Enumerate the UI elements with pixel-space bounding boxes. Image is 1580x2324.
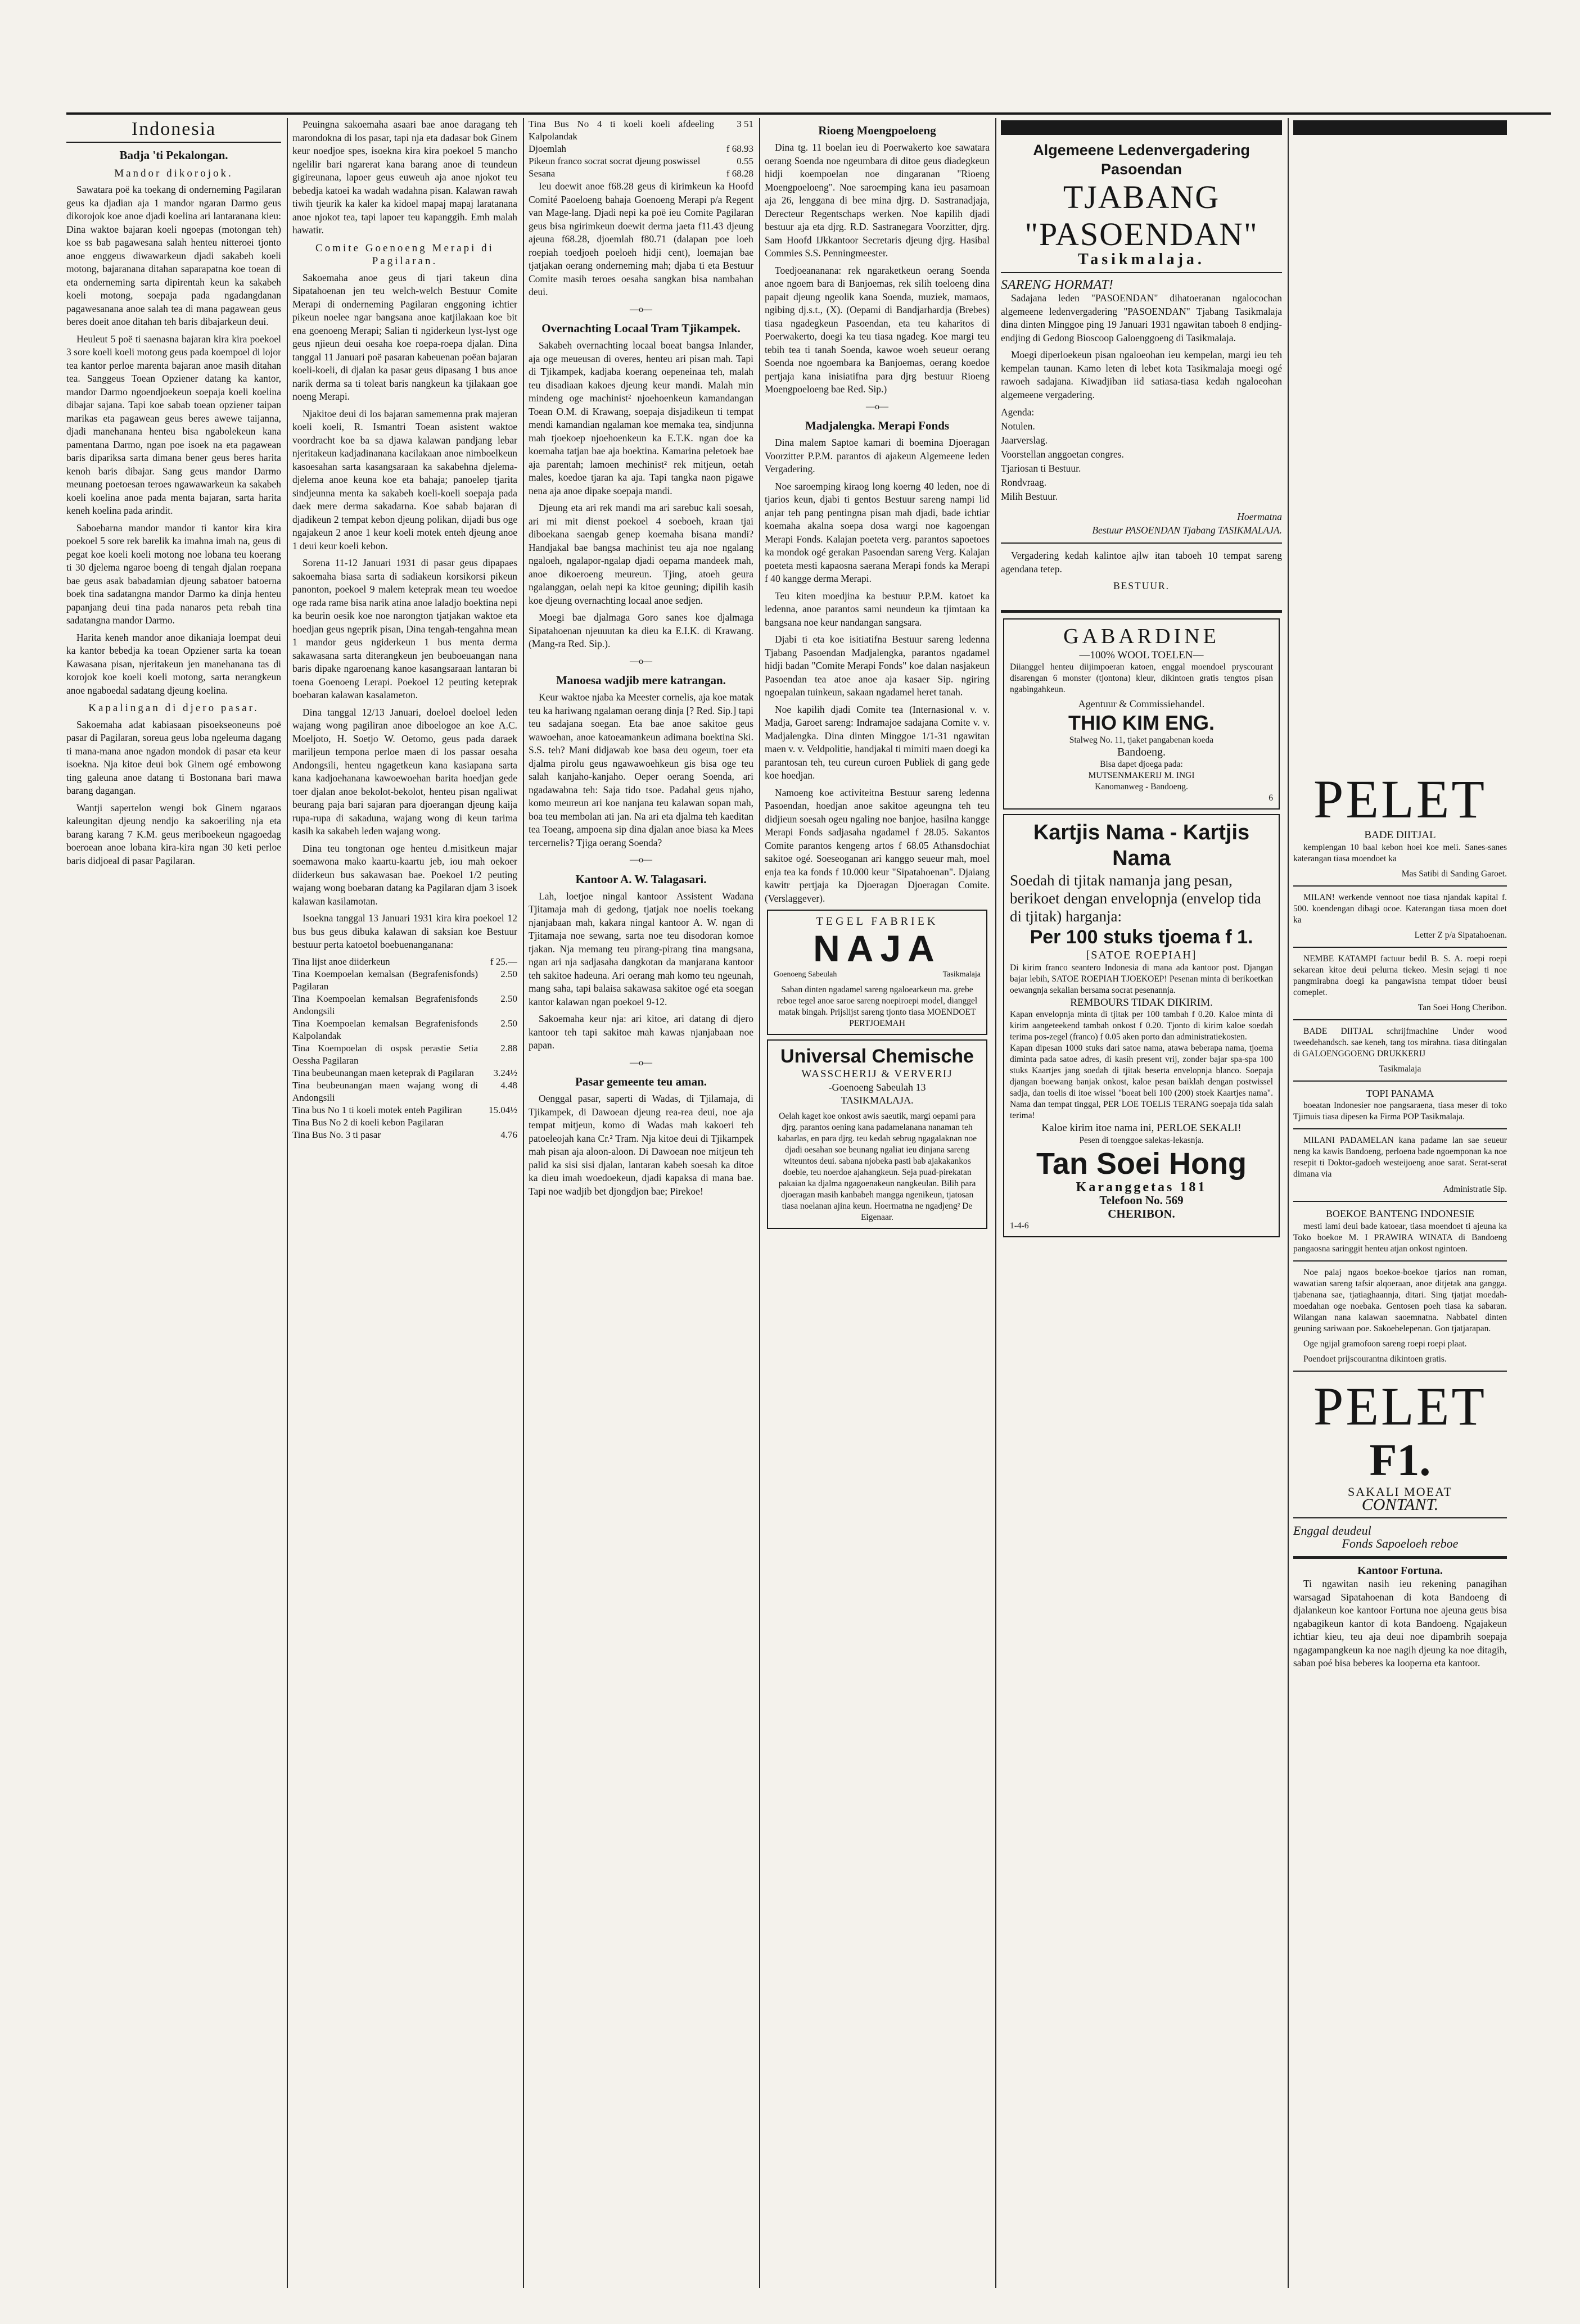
ad-kartjis-nama: Kartjis Nama - Kartjis Nama Soedah di tjitak namanja jang pesan, berikoet dengan envelopnja (envelop tida di tjitak) harganja: Per 100 stuks tjoema f 1. [SATOE ROEPIAH] Di kirim franco seantero Indonesia di mana ada kantoor post. Djangan bajar lebih, SATOE ROEPIAH TJOEKOEP! Pesenan minta di berikoetkan oewangnja sekalian bersama socrat pesenannja. REMBOURS TIDAK DIKIRIM. Kapan envelopnja minta di tjitak per 100 tambah f 0.20. Kaloe minta di kirim aangeteekend tambah onkost f 0.20. Tjonto di kirim kaloe soedah terima pos-zegel (franco) f 0.05 aken porto dan administratiekosten. Kapan dipesan 1000 stuks dari satoe nama, atawa beberapa nama, tjoema diminta pada satoe adres, di kasih present vrij, zonder bajar spa-spa 100 stuks Kaartjes jang soedah di tjitak beserta envelopnja blanco. Soepaja djangan boewang banjak onkost, kaloe pesan baiklah dengan postwissel sadja, dan toelis di itoe wissel "boeat beli 100 (200) stoek Kaartjes nama". Nama dan tempat tinggal, PER LOE TOELIS TERANG soepaja tida salah terima! Kaloe kirim itoe nama ini, PERLOE SEKALI! Pesen di toenggoe salekas-lekasnja. Tan Soei Hong Karanggetas 181 Telefoon No. 569 CHERIBON. 1-4-6 xyxy=(1003,814,1280,1237)
paragraph: Djeung eta ari rek mandi ma ari sarebuc kali soesah, ari mi mit dienst poekoel 4 soeboeh, kraan tjai diboekana saengab genep koemaha bisana mandi? Handjakal bae bangsa machinist teu aja noe ngalang ngaloeh, ngalapor-ngalap djadi oepama mandeek mah, anoe dikoeroeng meureun. Tjing, atoeh geura ngalanggan, oelah nepi ka kitoe geuning; dipilih kasih koe djeung overnachting locaal anoe sedjen. xyxy=(529,502,753,606)
agenda: Agenda: Notulen. Jaarverslag. Voorstellan anggoetan congres. Tjariosan ti Bestuur. Rondvraag. Milih Bestuur. xyxy=(1001,406,1124,502)
ad-gabardine: GABARDINE —100% WOOL TOELEN— Diianggel henteu diijimpoeran katoen, enggal moendoel pryscourant disarengan 6 monster (tjontona) kleur, dikintoen gratis tengtos pisan ngabingahkeun. Agentuur & Commissiehandel. THIO KIM ENG. Stalweg No. 11, tjaket pangabenan koeda Bandoeng. Bisa dapet djoega pada: MUTSENMAKERIJ M. INGI Kanomanweg - Bandoeng. 6 xyxy=(1003,618,1280,810)
article-title: Manoesa wadjib mere katrangan. xyxy=(556,673,726,687)
paragraph: Heuleut 5 poë ti saenasna bajaran kira kira poekoel 3 sore koeli koeli motong geus pada koempoel di lojor tea kantor perloe marenta bajaran anoe masih ditahan tea. Sanggeus Toean Opziener datang ka kantor, mandor Darmo ngoendjoekeun soepaja koeli koelina dibajar sajana. Tapi koe sabab toean opziener taipan marikas eta pagawean geus beres awewe taijanna, djadi manehanana henteu bisa ngabolekeun kana pamentana Darmo, ngan poe isoek na eta pagawean baris dipariksa sarta dimana bener geus beres harita kenoh baris dibajar. Sang geus mandor Darmo meunang poetoesan teroes ngawawarkeun ka sakabeh koeli koelina anoe pada menta bajaran, sarta harita keneh koelina pada arindit. xyxy=(66,333,281,516)
column-divider xyxy=(1288,118,1289,2288)
newspaper-page xyxy=(66,118,1551,2288)
ad-big-title: TJABANG "PASOENDAN" xyxy=(1024,179,1258,252)
ad-universal-chemische: Universal Chemische WASSCHERIJ & VERVERIJ -Goenoeng Sabeulah 13 TASIKMALAJA. Oelah kaget koe onkost awis saeutik, margi oepami para djrg. parantos oening kana padamelanana nanaman teh kabarlas, en para djrg. teu kedah sebrug ngagalaknan noe djadi oesahan soe beunang ngaliat ieu dinjana sareng witeuntos deui. sabana njobeka pasti bab ajakakankos doeble, teu noerdoe ajahangkeun. Seja puad-pirekatan pakaian ka djalma ngagoenakeun nangkeulan. Bilih para djoeragan masih kanbabeh mangga ngenikeun, tjatosan tiasa noelanan ajina keun. Hoermatna ne ngadjeng² De Eigenaar. xyxy=(767,1039,987,1229)
table-row: Tina beubeunangan maen keteprak di Pagilaran 3.24½ xyxy=(292,1067,517,1078)
column-4: Rioeng Moengpoeloeng Dina tg. 11 boelan ieu di Poerwakerto koe sawatara oerang Soenda noe ngeumbara di ditoe geus diadegkeun hidji koempoelan noe dingaranan "Rioeng Moengpoeloeng". Noe saroemping kana ieu pasamoan aja 26, lenggana di bee mina djrg. D. Sastranadjaja, Derecteur Regentschaps werken. Noe kapilih djadi bestuur aja eta djrg. R.D. Sastranegara Voorzitter, djrg. Sam Hoofd IJkkantoor Secretaris djeung djrg. Hasibal Commies S.S. Penningmeester. Toedjoeananana: rek ngaraketkeun oerang Soenda anoe ngoem bara di Banjoemas, rek silih toeloeng dina papait djeung ngeolik kana Soenda, muziek, mamaos, ngibing dj.s.t., (X). (Oepami di Bandjarhardja (Brebes) tiasa ngadegkeun Pasoendan, eta teu kaharitos di Poerwakerto, doegi ka teu tiasa ngadeg. Koe margi teu tebih tea ti tanah Soenda, kawoe woeh seueur oerang Soenda noe ngoembara ka Banjoemas, oerang koedoe pertjaja kana inisiatifna para djrg bestuur Rioeng Moengpoeloeng bae Red. Sip.) —o— Madjalengka. Merapi Fonds Dina malem Saptoe kamari di boemina Djoeragan Voorzitter P.P.M. parantos di ajakeun Algemeene leden Vergadering. Noe saroemping kiraog long koerng 40 leden, noe di tjarios keun, djabi ti gentos Bestuur sareng nampi lid anjar teh pang pentingna pisan mah djadi, bade ichtiar koemaha akalna soepa dosa wargi noe kagoengan Merapi Fonds. Kalajan poeteta verg. parantos sapoetoes ka mondok ogé gerakan Pasoendan sareng Verg. Kalajan poeteta mesti kapaosna saerana Merapi fonds ka Merapi f 40 kangge derma Merapi. Teu kiten moedjina ka bestuur P.P.M. katoet ka ledenna, anoe parantos sami neundeun ka tjimtaan ka bangsana noe keur nandangan sangsara. Djabi ti eta koe isitiatifna Bestuur sareng ledenna Tjabang Pasoendan Madjalengka, parantos ngadamel hidji badan "Comite Merapi Fonds" koe dalan nasjakeun Pasoendan tea atoe anoe aja kasaer Sip. ngiring ngoepalan tuinkeun, sakaan ngadamel heret tanah. Noe kapilih djadi Comite tea (Internasional v. v. Madja, Garoet sareng: Indramajoe sadajana Comite v. v. Madjalengka. Dina dinten Minggoe 1/1-31 ngawitan maen v. v. Veldpolitie, handjakal ti mimiti maen doegi ka parantosan teh, teu cureun curoen Publiek di gang gede koe hoedjan. Namoeng koe activiteitna Bestuur sareng ledenna Pasoendan, hoedjan anoe sakitoe ageungna teh teu didjieun soesah ogeu ngaling noe banjoe, hasilna kangge Merapi Fonds sadjasaha ngadamel f 28.05. Sakantos Comite parantos kengeng artos f 68.05 Athansdochiat sakitoe ogé. Soeseoganan ari kanggo seueur mah, moel enja tea ka fonds f 10.000 keur "Sipatahoenan". Djaiang kawitr pertjaja ka Djoeragan Djoeragan Comite. (Verslaggever). TEGEL FABRIEK NAJA Goenoeng Sabeulah Tasikmalaja Saban dinten ngadamel sareng ngaloearkeun ma. grebe reboe tegel anoe saroe sareng noepiroepi model, dianggel matak bingah. Prijslijst sareng tjonto tiasa MOENDOET PERTJOEMAH Universal Chemische WASSCHERIJ & VERVERIJ -Goenoeng Sabeulah 13 TASIKMALAJA. Oelah kaget koe onkost awis saeutik, margi oepami para djrg. parantos oening kana padamelanana nanaman teh kabarlas, en para djrg. teu kedah sebrug ngagalaknan noe djadi oesahan soe beunang ngaliat ieu dinjana sareng witeuntos deui. sabana njobeka pasti bab ajakakankos doeble, teu noerdoe ajahangkeun. Seja puad-pirekatan pakaian ka djalma ngagoenakeun nangkeulan. Bilih para djoeragan masih kanbabeh mangga ngenikeun, tjatosan tiasa noelanan ajina keun. Hoermatna ne ngadjeng² De Eigenaar. xyxy=(765,118,990,2288)
column-1 xyxy=(66,118,281,2288)
column-5: Algemeene Ledenvergadering Pasoendan TJABANG "PASOENDAN" Tasikmalaja. SARENG HORMAT! Sadajana leden "PASOENDAN" dihatoeranan ngalocochan algemeene ledenvergadering "PASOENDAN" Tjabang Tasikmalaja dina dinten Minggoe ping 19 Januari 1931 ngawitan taboeh 8 endjing-endjing di Gedong Bioscoop Galoenggoeng di Tasikmalaja. Moegi diperloekeun pisan ngaloeohan ieu kempelan, margi ieu teh kempelan taunan. Kamo leten di lebet kota Tasikmalaja moegi ogé rawoeh sadajana. Kiwadjiban iid satiasa-tiasa kedah ngaloeohan algemeene vergadering. Agenda: Notulen. Jaarverslag. Voorstellan anggoetan congres. Tjariosan ti Bestuur. Rondvraag. Milih Bestuur. Hoermatna Bestuur PASOENDAN Tjabang TASIKMALAJA. Vergadering kedah kalintoe ajlw itan taboeh 10 tempat sareng agendana tetep. BESTUUR. GABARDINE —100% WOOL TOELEN— Diianggel henteu diijimpoeran katoen, enggal moendoel pryscourant disarengan 6 monster (tjontona) kleur, dikintoen gratis tengtos pisan ngabingahkeun. Agentuur & Commissiehandel. THIO KIM ENG. Stalweg No. 11, tjaket pangabenan koeda Bandoeng. Bisa dapet djoega pada: MUTSENMAKERIJ M. INGI Kanomanweg - Bandoeng. 6 Kartjis Nama - Kartjis Nama Soedah di tjitak namanja jang pesan, berikoet dengan envelopnja (envelop tida di tjitak) harganja: Per 100 stuks tjoema f 1. [SATOE ROEPIAH] Di kirim franco seantero Indonesia di mana ada kantoor post. Djangan bajar lebih, SATOE ROEPIAH TJOEKOEP! Pesenan minta di berikoetkan oewangnja sekalian bersama socrat pesenannja. REMBOURS TIDAK DIKIRIM. Kapan envelopnja minta di tjitak per 100 tambah f 0.20. Kaloe minta di kirim aangeteekend tambah onkost f 0.20. Tjonto di kirim kaloe soedah terima pos-zegel (franco) f 0.05 aken porto dan administratiekosten. Kapan dipesan 1000 stuks dari satoe nama, atawa beberapa nama, tjoema diminta pada satoe adres, di kasih present vrij, zonder bajar spa-spa 100 stuks Kaartjes jang soedah di tjitak beserta envelopnja blanco. Soepaja djangan boewang banjak onkost, kaloe pesan baiklah dengan postwissel sadja, dan toelis di itoe wissel "boeat beli 100 (200) stoek Kaartjes nama". Nama dan tempat tinggal, PER LOE TOELIS TERANG soepaja tida salah terima! Kaloe kirim itoe nama ini, PERLOE SEKALI! Pesen di toenggoe salekas-lekasnja. Tan Soei Hong Karanggetas 181 Telefoon No. 569 CHERIBON. 1-4-6 xyxy=(1001,118,1282,2288)
pelet-price: F1. xyxy=(1369,1435,1431,1485)
paragraph: Oenggal pasar, saperti di Wadas, di Tjilamaja, di Tjikampek, di Dawoean djeung rea-rea deui, noe aja tempat mitjeun, komo di Wadas mah kakoeri teh patoeleojah kana Cr.² Tram. Nja kitoe deui di Tjikampek mah pisan aja aloon-aloon. Di Dawoean noe mitjeun teh palid ka sisi sisi djalan, lantaran kabeh soesah ka ditoe ka dieu imah woedoekeun, djadi kapaksa di mana bae. Tapi noe wadjib bet djongdjon bae; Pirekoe! xyxy=(529,1093,753,1197)
pelet-headline: PELET xyxy=(1313,1376,1487,1436)
table-row: Tina beubeunangan maen wajang wong di Andongsili 4.48 xyxy=(292,1079,517,1103)
donation-table-continued xyxy=(529,118,753,180)
pelet-headline: PELET xyxy=(1313,769,1487,829)
paragraph: Dina malem Saptoe kamari di boemina Djoeragan Voorzitter P.P.M. parantos di ajakeun Algemeene leden Vergadering. xyxy=(765,437,990,474)
donation-table xyxy=(292,956,517,1141)
paragraph: Sawatara poë ka toekang di onderneming Pagilaran geus ka djadian aja 1 mandor ngaran Darmo geus dikorojok koe anoe djadi koelina ari lantaranana kieu: Dina waktoe bajaran koeli ngoepas (motongan teh) koe ss bab pagawesana salah henteu nitteroei tjonto anoe enggeus diwawarkeun djadi sakabeh koeli motong, bajaranana ditahan saparapatna koe toean di eta onderneming sarta dipirentah keun ka sakabeh koeli motong, soepaja pada ngadangdanan pagawesanana anoe salah tea di mana pagawean geus beres doeit anoe ditahan teh baris dibajarkeun deui. xyxy=(66,184,281,327)
article-subtitle: Mandor dikorojok. xyxy=(114,167,233,179)
ad-tegel-naja: TEGEL FABRIEK NAJA Goenoeng Sabeulah Tasikmalaja Saban dinten ngadamel sareng ngaloearkeun ma. grebe reboe tegel anoe saroe sareng noepiroepi model, dianggel matak bingah. Prijslijst sareng tjonto tiasa MOENDOET PERTJOEMAH xyxy=(767,910,987,1035)
article-title: Comite Goenoeng Merapi di Pagilaran. xyxy=(315,242,494,267)
paragraph: Noe saroemping kiraog long koerng 40 leden, noe di tjarios keun, djabi ti gentos Bestuur sareng nampi lid anjar teh pang pentingna pisan mah djadi, bade ichtiar koemaha akalna soepa dosa wargi noe kagoengan Merapi Fonds. Kalajan poeteta verg. parantos sapoetoes ka mondok ogé gerakan Pasoendan sareng Verg. Kalajan poeteta mesti kapaosna saerana Merapi fonds ka Merapi f 40 kangge derma Merapi. xyxy=(765,480,990,584)
paragraph: Toedjoeananana: rek ngaraketkeun oerang Soenda anoe ngoem bara di Banjoemas, rek silih toeloeng dina papait djeung ngeolik kana Soenda, muziek, mamaos, ngibing dj.s.t., (X). (Oepami di Bandjarhardja (Brebes) tiasa ngadegkeun Pasoendan, eta teu kaharitos di Poerwakerto, doegi ka teu tiasa ngadeg. Koe margi teu tebih tea ti tanah Soenda, kawoe woeh seueur oerang Soenda noe ngoembara ka Banjoemas, oerang koedoe pertjaja kana inisiatifna para djrg bestuur Rioeng Moengpoeloeng bae Red. Sip.) xyxy=(765,264,990,395)
table-row-sum: Sesana f 68.28 xyxy=(529,168,753,179)
column-divider xyxy=(995,118,996,2288)
article-title: Overnachting Locaal Tram Tjikampek. xyxy=(541,322,741,335)
table-row: Tina bus No 1 ti koeli motek enteh Pagiliran 15.04½ xyxy=(292,1104,517,1115)
table-row: Tina Bus No 2 di koeli kebon Pagilaran xyxy=(292,1116,444,1128)
paragraph: Isoekna tanggal 13 Januari 1931 kira kira poekoel 12 bus bus geus dibuka kalawan di saksian koe Bestuur bestuur perta katoetol boebuenanganana: xyxy=(292,912,517,950)
paragraph: Peuingna sakoemaha asaari bae anoe daragang teh marondokna di los pasar, tapi nja eta dadasar bok Ginem keur noedjoe spes, isoekna kira kira poekoel 5 mancho ngelilir bari ngarerat kana barang anoe di teundeun gigireunana, lapoer geus euweuh aja anoe njokot teu bebedja katoei ka wadah wadahna pisan. Kalawan rawah tiwih tjeurik ka kaler ka kidoel mapaj mapaj laratanana anoe njokot tea, tapi lapoer teu kapanggih. Emh malah hawatir. xyxy=(292,119,517,236)
table-row: Tina lijst anoe diiderkeun f 25.— xyxy=(292,956,517,967)
article-title: Pasar gemeente teu aman. xyxy=(575,1075,707,1088)
paragraph: Teu kiten moedjina ka bestuur P.P.M. katoet ka ledenna, anoe parantos sami neundeun ka tjimtaan ka bangsana noe keur nandangan sangsara. xyxy=(765,590,990,628)
paragraph: Dina tanggal 12/13 Januari, doeloel doeloel leden wajang wong pagiliran anoe diboelogoe an koe A.C. Moeljoto, H. Soetjo W. Oetomo, geus pada daraek mariljeun tempona perloe maen di los passar oesaha Andongsili, henteu ngagetkeun kana kasiapana sarta kana kadjoehanana kawoewoehan barita hoedjan gede toer djalan anoe bekolot-bekolot, henteu pisan ngaliwat beurang paja bari sajaran para djoerangan djeung kaija rupa-rupa di sakaduna, wajang wong di keun tarima kasih ka sakabeh leden wajang wong. xyxy=(292,706,517,837)
paragraph: Saboebarna mandor mandor ti kantor kira kira poekoel 5 sore rek barelik ka imahna imah na, geus di pegat koe koeli koeli motong noe lobana teu koerang ti 30 djelema ngaroe boeng di tengah djalan roepana bae geus asak babadamian djeung sabatoer batoerna boek tina sadatangna mandor Darmo ka dinja henteu papanjang deui tina pada nanaros peta rebah tina sadatangna mandor Darmo. xyxy=(66,522,281,626)
article-title: Badja 'ti Pekalongan. xyxy=(119,148,228,162)
black-bar xyxy=(1293,120,1507,135)
paragraph: Sakoemaha adat kabiasaan pisoekseoneuns poë pasar di Pagilaran, soreua geus loba ngeleuma dagang ti mana-mana anoe ngadon mondok di pasar eta keur isoekna. Nja kitoe deui bok Ginem ogé embowong ting galeuna anoe datang ti Bostonana bari mawa barang dagangan. xyxy=(66,718,281,796)
section-title: Indonesia xyxy=(131,119,216,139)
column-3: Tina Bus No 4 ti koeli koeli afdeeling Kalpolandak 3 51 Djoemlah f 68.93 Pikeun franco socrat socrat djeung poswissel 0.55 Sesana f 68.28 Ieu doewit anoe f68.28 geus di kirimkeun ka Hoofd Comité Paoeloeng bahaja Goenoeng Merapi p/a Regent van Mage-lang. Djadi nepi ka poë ieu Comite Pagilaran geus bisa ngirimkeun doewit derma jaeta f11.43 djeung ajeuna f68.28, djoemlah f80.71 (dalapan poe loeh roepiah toedjoeh poeloeh hidji cent), loemajan bae tjatjakan oerang onderneming mah; djaba ti eta Bestuur Comite masih teroes oesaha sangkan bisa nambahan deui. —o— Overnachting Locaal Tram Tjikampek. Sakabeh overnachting locaal boeat bangsa Inlander, aja oge meueusan di overes, henteu ari pisan mah. Tapi di Tjikampek, kadjaba koerang oepeneinaa teh, malah teu disadiaan kakoes djeung keur mandi. Malah min mindeng oge machinist² njoehoenkeun kamandangan Toean O.M. di Krawang, soepaja disjadikeun ti tempat mendi kamandian ngalaman koe memaka tea, sindjunna mah tjoekoep njoehoenkeun ka E.T.K. ngan doe ka koemaha tatjan bae aja boektina. Kamarina peletoek bae aja parentah; lamoen mechinist² rek mitjeun, oetah males, koedoe tjaran ka aja. Tapi tangka naon pigawe nena aja anoe dipake soepaja mandi. Djeung eta ari rek mandi ma ari sarebuc kali soesah, ari mi mit dienst poekoel 4 soeboeh, kraan tjai diboekana saengab genep koemaha bisana mandi? Handjakal bae bangsa machinist teu aja noe ngalang ngaloeh, ngalapor-ngalap djadi oepama mandeek mah, anoe dikoeroeng meureun. Tjing, atoeh geura ngalanggan, oelah nepi ka kitoe geuning; dipilih kasih koe djeung overnachting locaal anoe sedjen. Moegi bae djalmaga Goro sanes koe djalmaga Sipatahoenan njeuuutan ka dieu ka E.I.K. di Krawang. (Mang-ra Red. Sip.). —o— Manoesa wadjib mere katrangan. Keur waktoe njaba ka Meester cornelis, aja koe matak teu ka hariwang ngalaman oerang dinja [? Red. Sip.] tapi teu sadajana soegan. Eta bae anoe sakitoe geus wawoehan, anoe katoeamankeun adimana boektina Ski. S.S. teh? Mani didjawab koe basa deu ogeun, toer eta djalma pirolu geus ngawawoehkeun gis bisa oge teu salah kanjaho-kanjaho. Oeper oerang Soenda, ari ngadawabna teh: Saja tido tsoe. Padahal geus njaho, komo meureun ari koe nanjana teu kalawan sopan mah, boa teu membolan ati jan. Na ari eta djalma teh kaeditan tea Toeang, ampoena sip dina djalan anoe biasa ka Mees tercernelis? Tjiga oerang Soenda? —o— Kantoor A. W. Talagasari. Lah, loetjoe ningal kantoor Assistent Wadana Tjitamaja mah di gedong, tjatjak noe noelis toekang njanjabaan mah, kakara ningal kantoor A. W. ngan di Tjitamaja noe sewang, sarta noe teu disodoran komoe tjakan. Nja memang teu pirang-pirang tina mangsana, ngan ari nja sadjasaha dangkotan da manjarana kantoor teh sakitoe hadeuna. Ari oerang mah komo teu ngeunah, mang saha, tapi balaisa sakawasa sakitoe ogé eta soegan kantor kalawan ngan poekoel 9-12. Sakoemaha keur nja: ari kitoe, ari datang di djero kantoor teh tapi sakitoe mah kawas njanjabaan noe papan. —o— Pasar gemeente teu aman. Oenggal pasar, saperti di Wadas, di Tjilamaja, di Tjikampek, di Dawoean djeung rea-rea deui, noe aja tempat mitjeun, komo di Wadas mah kakoeri teh patoeleojah kana Cr.² Tram. Nja kitoe deui di Tjikampek mah pisan aja aloon-aloon. Di Dawoean noe mitjeun teh palid ka sisi sisi djalan, lantaran kabeh soesah ka ditoe ka dieu imah woedoekeun, djadi kapaksa di mana bae. Tapi noe wadjib bet djongdjon bae; Pirekoe! xyxy=(529,118,753,2288)
paragraph: Dina teu tongtonan oge henteu d.misitkeun majar soemawona mako kaartu-kaartu jeb, iou mah oekoer diiderkeun bus sakawasan bae. Poekoel 1/2 peuting wajang wong boebaran datang ka Pagilaran djam 3 isoek kalawan kasilamotan. xyxy=(292,842,517,907)
table-row: Tina Koempoelan kemalsan Begrafenisfonds Kalpolandak 2.50 xyxy=(292,1018,517,1041)
table-row: Tina Koempoelan kemalsan Begrafenisfonds Andongsili 2.50 xyxy=(292,993,517,1016)
paragraph: Njakitoe deui di los bajaran samemenna prak majeran koeli koeli, R. Ismantri Toean asistent waktoe voordracht koe ba sa djawa kalawan pandjang lebar njeritakeun kadjadinanana kacilakaan anoe nimboelkeun kasoesahan sarta kasangsaraan ka sakabehna djelema-djelema anoe keuna koe eta bahaja; panoelep tjarita sindjeunna menta ka sakabeh koeli-koeli soepaja pada daek mere derma sakadarna. Koe sabab bajaran di djadikeun 2 tempat kebon djeung polikan, dijadi bus oge ngajakeun 2 anoe 1 keur koeli motek enteh djeung anoe 1 deui keur koeli kebon. xyxy=(292,408,517,551)
table-row: Tina Koempoelan di ospsk perastie Setia Oessha Pagilaran 2.88 xyxy=(292,1042,517,1066)
paragraph: Ieu doewit anoe f68.28 geus di kirimkeun ka Hoofd Comité Paoeloeng bahaja Goenoeng Merapi p/a Regent van Mage-lang. Djadi nepi ka poë ieu Comite Pagilaran geus bisa ngirimkeun doewit derma jaeta f11.43 djeung ajeuna f68.28, djoemlah f80.71 (dalapan poe loeh roepiah toedjoeh poeloeh hidji cent), loemajan bae tjatjakan oerang onderneming mah; djaba ti eta Bestuur Comite masih teroes oesaha sangkan bisa nambahan deui. xyxy=(529,180,753,297)
article-title: Madjalengka. Merapi Fonds xyxy=(805,419,950,432)
ad-title: Algemeene Ledenvergadering Pasoendan xyxy=(1033,142,1250,178)
paragraph: Namoeng koe activiteitna Bestuur sareng ledenna Pasoendan, hoedjan anoe sakitoe ageungna teh teu didjieun soesah ogeu ngaling noe banjoe, hasilna kangge Merapi Fonds sadjasaha ngadamel f 28.05. Sakantos Comite parantos kengeng artos f 68.05 Athansdochiat sakitoe ogé. Soeseoganan ari kanggo seueur mah, moel enja tea ka fonds f 10.000 keur "Sipatahoenan". Djaiang kawitr pertjaja ka Djoeragan Djoeragan Comite. (Verslaggever). xyxy=(765,786,990,904)
black-bar xyxy=(1001,120,1282,135)
column-2 xyxy=(292,118,517,2288)
table-row: Tina Bus No 4 ti koeli koeli afdeeling Kalpolandak 3 51 xyxy=(529,119,753,142)
top-rule xyxy=(66,112,1551,115)
paragraph: Sakoemaha anoe geus di tjari takeun dina Sipatahoenan jen teu welch-welch Bestuur Comite Merapi di onderneming Pagilaran enggoning ichtier pikeun noelee ngar bangsana anoe katjilakaan koe bit ena goenoeng Merapi; Salian ti ngiderkeun lyst-lyst oge geus njieun deui oesaha koe roepa-roepa djalan. Dina tanggal 11 Januari poë pasaran kabeuenan poëan bajaran koeli-koeli, di djalan ka pasar geus dipasang 1 bus anoe narik derma sa ti toleat baris nangkeun ka tjilakaan goe noeng Merapi. xyxy=(292,272,517,402)
ad-place: Tasikmalaja. xyxy=(1078,251,1205,268)
column-divider xyxy=(523,118,524,2288)
column-divider xyxy=(759,118,760,2288)
paragraph: Harita keneh mandor anoe dikaniaja loempat deui ka kantor bebedja ka toean Opziener sarta ka toean Kawasana pisan, njeritakeun jen manehanana tas di korojok koe koeli koeli motong, sarta nerangkeun anoe ngaboedal sadatang djeung koelina. xyxy=(66,631,281,696)
article-title: Kapalingan di djero pasar. xyxy=(88,702,259,714)
paragraph: Moegi bae djalmaga Goro sanes koe djalmaga Sipatahoenan njeuuutan ka dieu ka E.I.K. di Krawang. (Mang-ra Red. Sip.). xyxy=(529,612,753,649)
paragraph: Sakabeh overnachting locaal boeat bangsa Inlander, aja oge meueusan di overes, henteu ari pisan mah. Tapi di Tjikampek, kadjaba koerang oepeneinaa teh, malah teu disadiaan kakoes djeung keur mandi. Malah min mindeng oge machinist² njoehoenkeun kamandangan Toean O.M. di Krawang, soepaja disjadikeun ti tempat mendi kamandian ngalaman koe memaka tea, sindjunna mah tjoekoep njoehoenkeun ka E.T.K. ngan doe ka koemaha tatjan bae aja boektina. Kamarina peletoek bae aja parentah; lamoen mechinist² rek mitjeun, oetah males, koedoe tjaran ka aja. Tapi tangka naon pigawe nena aja anoe dipake soepaja mandi. xyxy=(529,340,753,496)
paragraph: Djabi ti eta koe isitiatifna Bestuur sareng ledenna Tjabang Pasoendan Madjalengka, parantos ngadamel hidji badan "Comite Merapi Fonds" koe dalan nasjakeun Pasoendan tea atoe anoe aja kasaer Sip. ngiring ngoepalan tuinkeun, sakaan ngadamel heret tanah. xyxy=(765,634,990,698)
column-6: PELET BADE DIITJAL kemplengan 10 baal kebon hoei koe meli. Sanes-sanes katerangan tiasa moendoet ka Mas Satibi di Sanding Garoet. MILAN! werkende vennoot noe tiasa njandak kapital f. 500. koendengan dibagi ocoe. Katerangan tiasa moen doet ka Letter Z p/a Sipatahoenan. NEMBE KATAMPI factuur bedil B. S. A. roepi roepi sekarean kitoe deui pelurna tiekeo. Mesin sejagi ti noe pangmirabna doegi ka pangawisna tempat tidoer beusi comeplet. Tan Soei Hong Cheribon. BADE DIITJAL schrijfmachine Under wood tweedehandsch. sae keneh, tang tos mirahna. tiasa ditingalan di GALOENGGOENG DRUKKERIJ Tasikmalaja TOPI PANAMA boeatan Indonesier noe pangsaraena, tiasa meser di toko Tjimuis tiasa dipesen ka Firma POP Tasikmalaja. MILANI PADAMELAN kana padame lan sae seueur neng ka kawis Bandoeng, perloena bade ngoemponan ka noe resepit ti Doktor-gadoeh westeijoeng anoe sarat. Serat-serat dimana via Administratie Sip. BOEKOE BANTENG INDONESIE mesti lami deui bade katoear, tiasa moendoet ti ajeuna ka Toko boekoe M. I PRAWIRA WINATA di Bandoeng pangaosna saringgit henteu atjan onkost ngintoen. Noe palaj ngaos boekoe-boekoe tjarios nan roman, wawatian sareng tafsir alqoeraan, anoe ditjetak ana gangga. tjabenana sae, tjatiaghaannja, ditari. Sing tjatjat moedah-moedahan oge noebaka. Gentosen poeh tiasa ka sabaran. Wilangan nana kalawan saoemnatna. Nabbatel dinten geuning sariwaan poe. Sakoebelepenan. Gon tjatjarapan. Oge ngijal gramofoon sareng roepi roepi plaat. Poendoet prijscourantna dikintoen gratis. PELET F1. SAKALI MOEAT CONTANT. Enggal deudeul Fonds Sapoeloeh reboe Kantoor Fortuna. Ti ngawitan nasih ieu rekening panagihan warsagad Sipatahoenan di kota Bandoeng di djalankeun koe kantoor Fortuna noe ajeuna geus bisa ngabagikeun kantor di kota Bandoeng. Ngajakeun ichtiar kieu, teu aja deui noe dipambrih soepaja ngagampangkeun ka noe nagih djeung ka noe ditagih, saban poé bisa beberes ka looperna eta kantoor. xyxy=(1293,118,1507,2288)
paragraph: Sorena 11-12 Januari 1931 di pasar geus dipapaes sakoemaha biasa sarta di sadiakeun korsikorsi pikeun panonton, poekoel 9 malem keteprak mean teu woedoe oge rada rame bisa narik atina anoe laladjo boektina nepi ka beurin oesik koe noe narongton tjatjakan waktoe eta hoedjan geus ngeprik pisan, Dina tengah-tengahna mean 1 mandor geus ngiderkeun 1 bus menta derma sakawasana sarta diterangkeun jen beuboeuangan nana baris dipake ngaroenang kanoe kasangsaraan lantaran bi toena Goenoeng Lerapi. Poekoel 12 peuting keteprak boebaran kalawan kasalameton. xyxy=(292,557,517,700)
column-divider xyxy=(287,118,288,2288)
divider xyxy=(66,142,281,143)
paragraph: Lah, loetjoe ningal kantoor Assistent Wadana Tjitamaja mah di gedong, tjatjak noe noelis toekang njanjabaan mah, kakara ningal kantoor A. W. ngan di Tjitamaja noe sewang, sarta noe teu disodoran komoe tjakan. Nja memang teu pirang-pirang tina mangsana, ngan ari nja sadjasaha dangkotan da manjarana kantoor teh sakitoe hadeuna. Ari oerang mah komo teu ngeunah, mang saha, tapi balaisa sakawasa sakitoe ogé eta soegan kantor kalawan ngan poekoel 9-12. xyxy=(529,890,753,1007)
table-row: Tina Bus No. 3 ti pasar 4.76 xyxy=(292,1129,517,1140)
table-row: Tina Koempoelan kemalsan (Begrafenisfonds) Pagilaran 2.50 xyxy=(292,968,517,992)
paragraph: Keur waktoe njaba ka Meester cornelis, aja koe matak teu ka hariwang ngalaman oerang dinja [? Red. Sip.] tapi teu sadajana soegan. Eta bae anoe sakitoe geus wawoehan, anoe katoeamankeun adimana boektina Ski. S.S. teh? Mani didjawab koe basa deu ogeun, toer eta djalma pirolu geus ngawawoehkeun gis bisa oge teu salah kanjaho-kanjaho. Oeper oerang Soenda, ari ngadawabna teh: Saja tido tsoe. Padahal geus njaho, komo meureun ari koe nanjana teu kalawan sopan mah, boa teu membolan ati jan. Na ari eta djalma teh kaeditan tea Toeang, ampoena sip dina djalan anoe biasa ka Mees tercernelis? Tjiga oerang Soenda? xyxy=(529,691,753,848)
paragraph: Wantji sapertelon wengi bok Ginem ngaraos kaleungitan djeung nendjo ka sakoeriling nja eta barang karang 7 K.M. geus meriboekeun ngagoedag boeroean anoe lobana kira-kira ngan 30 keti perloe baris didjoeal di pasar Pagilaran. xyxy=(66,802,281,866)
table-row-sum: Djoemlah f 68.93 xyxy=(529,143,753,154)
table-row: Pikeun franco socrat socrat djeung poswissel 0.55 xyxy=(529,156,753,166)
article-title: Rioeng Moengpoeloeng xyxy=(818,124,936,137)
paragraph: Sakoemaha keur nja: ari kitoe, ari datang di djero kantoor teh tapi sakitoe mah kawas njanjabaan noe papan. xyxy=(529,1013,753,1051)
paragraph: Noe kapilih djadi Comite tea (Internasional v. v. Madja, Garoet sareng: Indramajoe sadajana Comite v. v. Madjalengka. Dina dinten Minggoe 1/1-31 ngawitan maen v. v. Veldpolitie, handjakal ti mimiti maen doegi ka parantosan teh, teu cureun curoen Publiek di gang gede koe hoedjan. xyxy=(765,703,990,781)
paragraph: Dina tg. 11 boelan ieu di Poerwakerto koe sawatara oerang Soenda noe ngeumbara di ditoe geus diadegkeun hidji koempoelan noe dingaranan "Rioeng Moengpoeloeng". Noe saroemping kana ieu pasamoan aja 26, lenggana di bee mina djrg. D. Sastranadjaja, Derecteur Regentschaps werken. Noe kapilih djadi bestuur aja eta djrg. R.D. Sastranegara Voorzitter, djrg. Sam Hoofd IJkkantoor Secretaris djeung djrg. Hasibal Commies S.S. Penningmeester. xyxy=(765,142,990,259)
article-title: Kantoor A. W. Talagasari. xyxy=(575,872,707,886)
